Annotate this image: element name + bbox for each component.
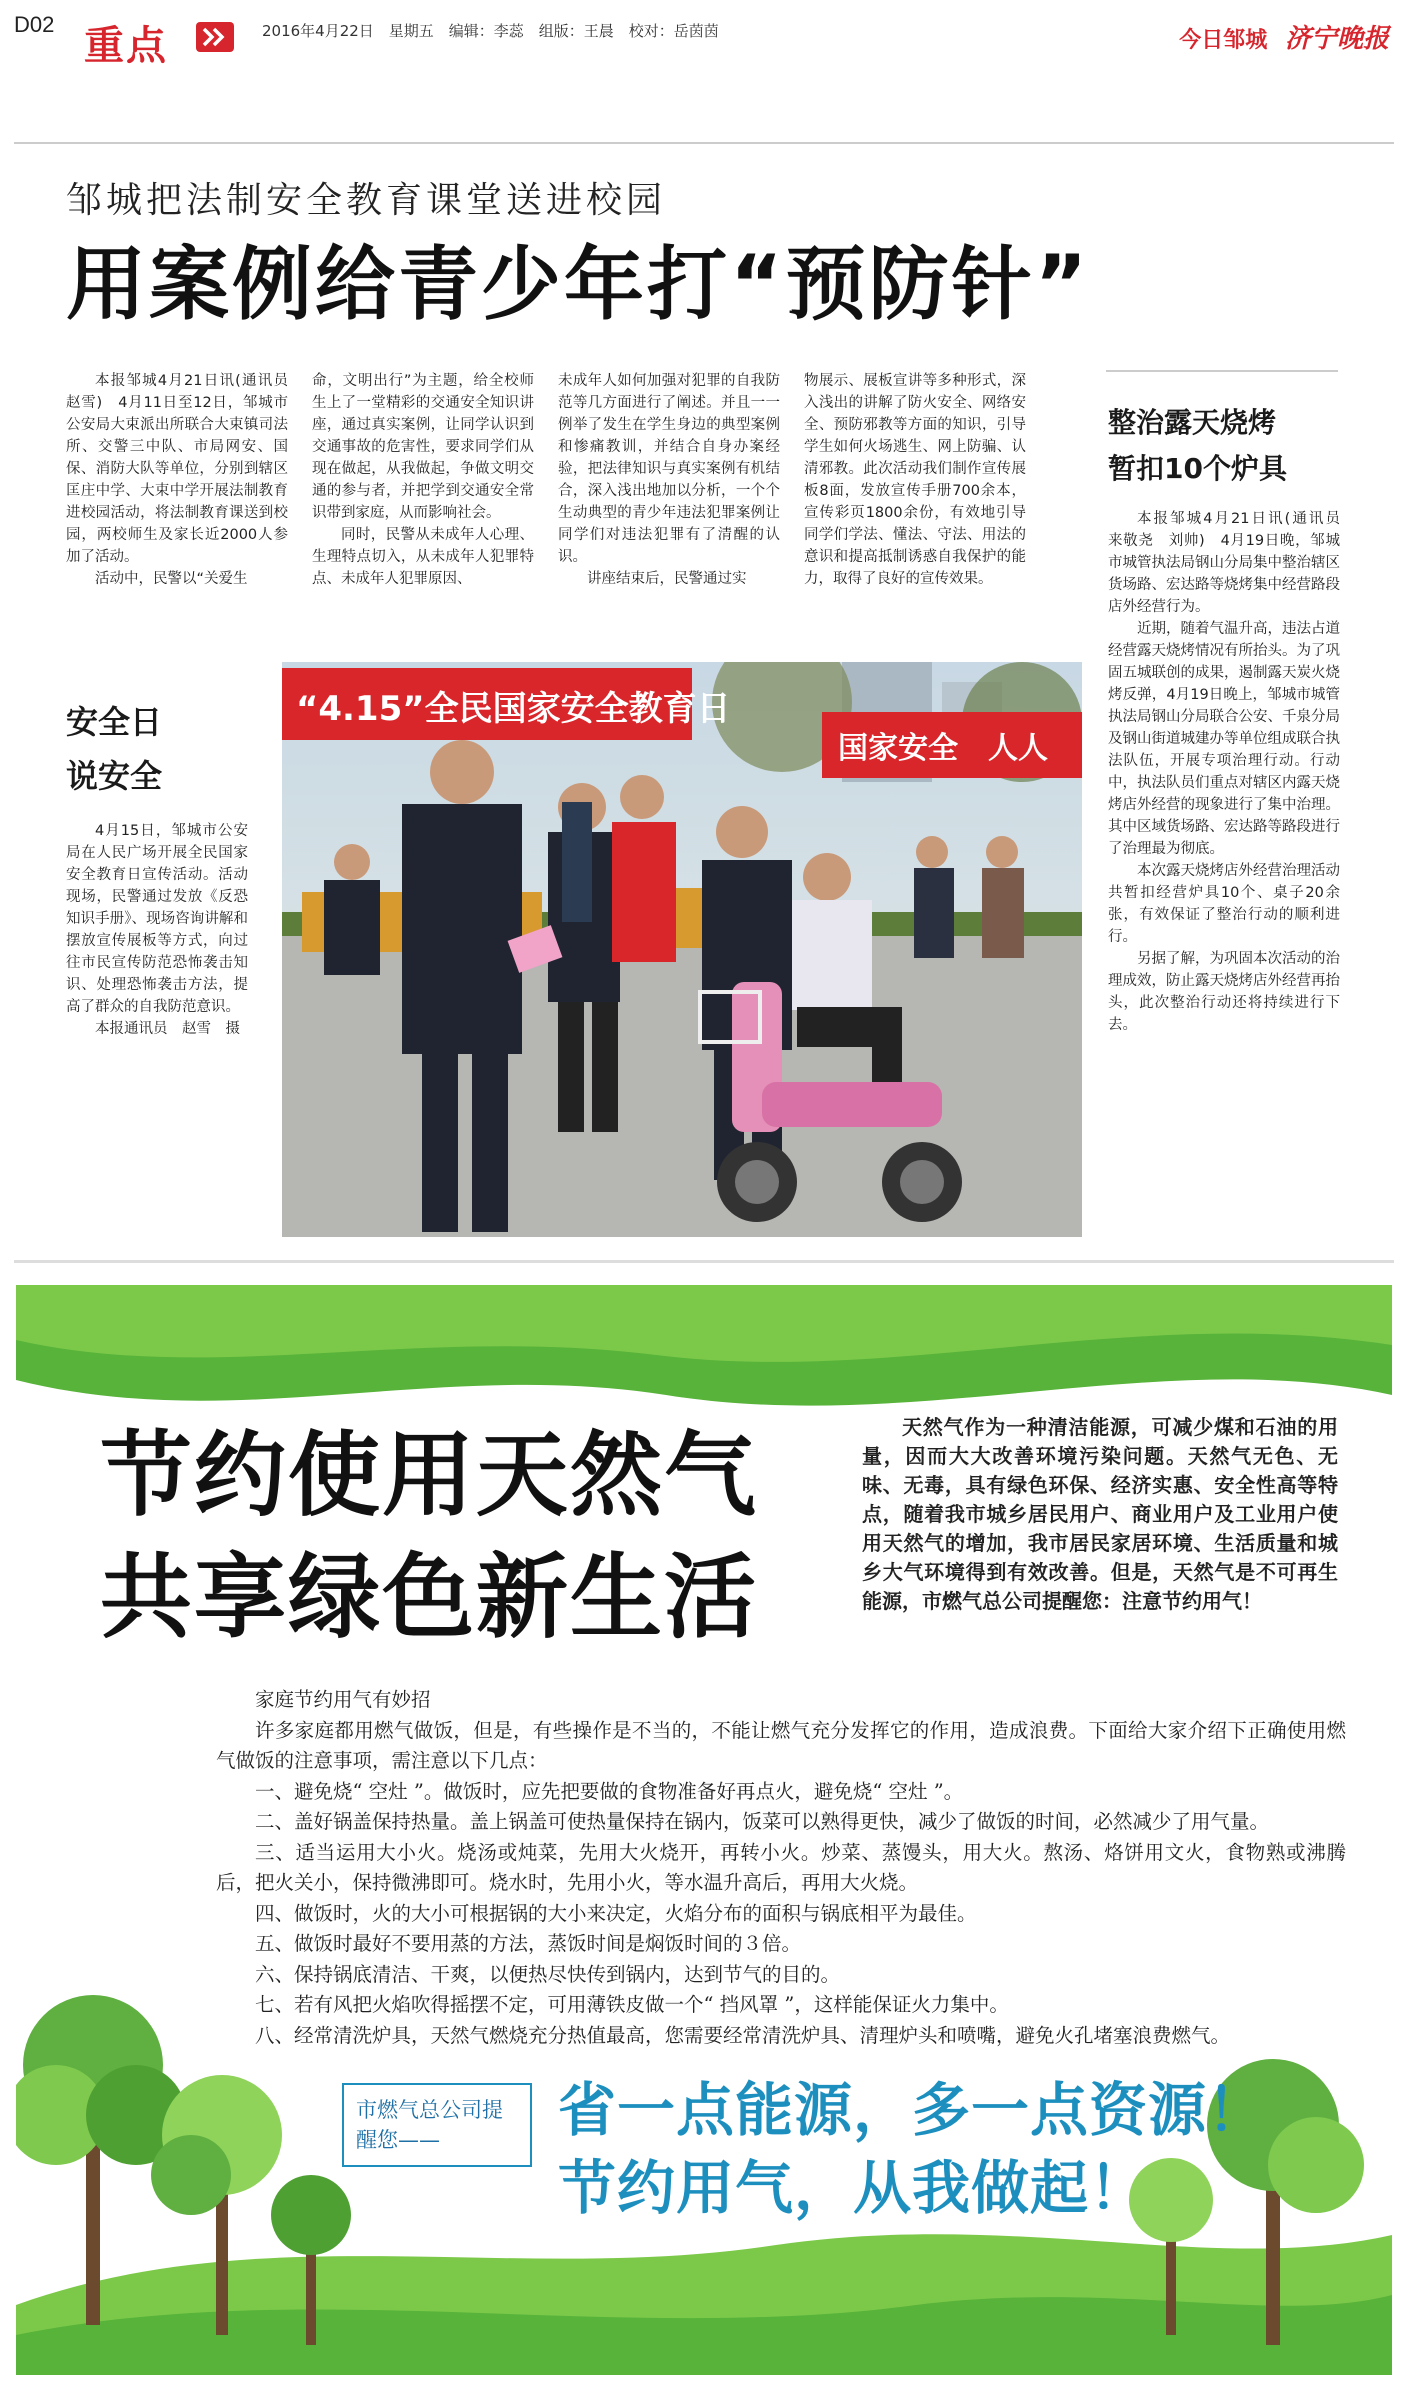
mid-divider bbox=[14, 1260, 1394, 1263]
article-subhead: 邹城把法制安全教育课堂送进校园 bbox=[66, 180, 667, 221]
ad-slogan bbox=[558, 2071, 1266, 2227]
photo-banner-right bbox=[822, 712, 1082, 778]
article-paragraph: 物展示、展板宣讲等多种形式，深入浅出的讲解了防火安全、网络安全、预防邪教等方面的知识，引导学生如何火场逃生、网上防骗、认清邪教。此次活动我们制作宣传展板8面，发放宣传手册700余本，宣传彩页1800余份，有效地引导同学们学法、懂法、守法、用法的意识和提高抵制诱惑自我保护的能力，取得了良好的宣传效果。 bbox=[804, 373, 1026, 587]
tip-item: 三、适当运用大小火。烧汤或炖菜，先用大火烧开，再转小火。炒菜、蒸馒头，用大火。熬汤、烙饼用文火，食物熟或沸腾后，把火关小，保持微沸即可。烧水时，先用小火，等水温升高后，再用大火烧。 bbox=[216, 1840, 1346, 1894]
article-paragraph: 本报邹城4月21日讯(通讯员 赵雪) 4月11日至12日，邹城市公安局大束派出所联合大束镇司法所、交警三中队、市局网安、国保、消防大队等单位，分别到辖区匡庄中学、大束中学开展法制教育进校园活动，将法制教育课送到校园，两校师生及家长近2000人参加了活动。 bbox=[66, 373, 303, 565]
photo-banner-left bbox=[282, 668, 731, 740]
gas-saving-ad bbox=[16, 1285, 1392, 2375]
article-paragraph: 未成年人如何加强对犯罪的自我防范等几方面进行了阐述。并且一一例举了发生在学生身边的典型案例和惨痛教训，并结合自身办案经验，把法律知识与真实案例有机结合，深入浅出地加以分析，一个个生动典型的青少年违法犯罪案例让同学们对违法犯罪有了清醒的认识。 bbox=[558, 373, 780, 565]
ad-title-line: 节约使用天然气 bbox=[100, 1422, 759, 1529]
brief-title-line: 安全日 bbox=[66, 703, 163, 741]
side-title-line: 暂扣10个炉具 bbox=[1108, 452, 1287, 485]
tips-heading: 家庭节约用气有妙招 bbox=[255, 1688, 431, 1711]
side-paragraph: 本次露天烧烤店外经营治理活动共暂扣经营炉具10个、桌子20余张，有效保证了整治行动的顺利进行。 bbox=[1108, 863, 1340, 945]
brief-title bbox=[66, 695, 162, 803]
article-paragraph: 活动中，民警以“关爱生 bbox=[95, 571, 248, 587]
ad-title-line: 共享绿色新生活 bbox=[100, 1544, 759, 1651]
gas-tips bbox=[216, 1685, 1346, 2051]
brief-body bbox=[66, 820, 248, 1040]
section-title: 重点 bbox=[84, 23, 168, 69]
tip-item: 七、若有风把火焰吹得摇摆不定，可用薄铁皮做一个“ 挡风罩 ”，这样能保证火力集中。 bbox=[255, 1993, 1009, 2016]
ad-title bbox=[100, 1415, 758, 1659]
top-divider bbox=[14, 142, 1394, 144]
side-paragraph: 近期，随着气温升高，违法占道经营露天烧烤情况有所抬头。为了巩固五城联创的成果，遏制露天炭火烧烤反弹，4月19日晚上，邹城市城管执法局钢山分局联合公安、千泉分局及钢山街道城建办等单位组成联合执法队伍，开展专项治理行动。行动中，执法队员们重点对辖区内露天烧烤店外经营的现象进行了集中治理。其中区域货场路、宏达路等路段进行了治理最为彻底。 bbox=[1108, 621, 1340, 857]
tip-item: 八、经常清洗炉具，天然气燃烧充分热值最高，您需要经常清洗炉具、清理炉头和喷嘴，避免火孔堵塞浪费燃气。 bbox=[255, 2023, 1231, 2047]
tip-item: 五、做饭时最好不要用蒸的方法，蒸饭时间是焖饭时间的３倍。 bbox=[255, 1932, 802, 1955]
article-column-4 bbox=[804, 370, 1026, 590]
tip-item: 二、盖好锅盖保持热量。盖上锅盖可使热量保持在锅内，饭菜可以熟得更快，减少了做饭的时间，必然减少了用气量。 bbox=[255, 1810, 1270, 1833]
section-arrows-icon bbox=[196, 22, 234, 52]
news-photo bbox=[282, 662, 1082, 1237]
masthead bbox=[1179, 18, 1389, 55]
slogan-line: 省一点能源，多一点资源！ bbox=[558, 2076, 1267, 2144]
photo-credit: 本报通讯员 赵雪 摄 bbox=[95, 1021, 240, 1037]
tip-item: 许多家庭都用燃气做饭，但是，有些操作是不当的，不能让燃气充分发挥它的作用，造成浪费。下面给大家介绍下正确使用燃气做饭的注意事项，需注意以下几点： bbox=[216, 1718, 1346, 1772]
masthead-brand: 济宁晚报 bbox=[1284, 24, 1389, 54]
side-paragraph: 本报邹城4月21日讯(通讯员 来敬尧 刘帅) 4月19日晚，邹城市城管执法局钢山分局集中整治辖区货场路、宏达路等烧烤集中经营路段店外经营行为。 bbox=[1108, 511, 1355, 615]
side-article-body bbox=[1108, 508, 1355, 1036]
tip-item: 一、避免烧“ 空灶 ”。做饭时，应先把要做的食物准备好再点火，避免烧“ 空灶 ”。 bbox=[255, 1779, 964, 1803]
page-number: D02 bbox=[14, 12, 55, 37]
ad-intro-text: 天然气作为一种清洁能源，可减少煤和石油的用量，因而大大改善环境污染问题。天然气无色、无味、无毒，具有绿色环保、经济实惠、安全性高等特点，随着我市城乡居民用户、商业用户及工业用户使用天然气的增加，我市居民家居环境、生活质量和城乡大气环境得到有效改善。但是，天然气是不可再生能源，市燃气总公司提醒您：注意节约用气！ bbox=[862, 1415, 1338, 1613]
tip-item: 四、做饭时，火的大小可根据锅的大小来决定，火焰分布的面积与锅底相平为最佳。 bbox=[255, 1901, 977, 1925]
side-divider bbox=[1106, 370, 1338, 372]
tip-item: 六、保持锅底清洁、干爽，以便热尽快传到锅内，达到节气的目的。 bbox=[255, 1962, 841, 1986]
brief-paragraph: 4月15日，邹城市公安局在人民广场开展全民国家安全教育日宣传活动。活动现场，民警通过发放《反恐知识手册》、现场咨询讲解和摆放宣传展板等方式，向过往市民宣传防范恐怖袭击知识、处理恐怖袭击方法，提高了群众的自我防范意识。 bbox=[66, 823, 248, 1015]
side-paragraph: 另据了解，为巩固本次活动的治理成效，防止露天烧烤店外经营再抬头，此次整治行动还将持续进行下去。 bbox=[1108, 951, 1340, 1033]
article-paragraph: 讲座结束后，民警通过实 bbox=[587, 571, 747, 587]
article-column-2 bbox=[312, 370, 534, 590]
article-paragraph: 命，文明出行”为主题，给全校师生上了一堂精彩的交通安全知识讲座，通过真实案例，让同学认识到交通事故的危害性，要求同学们从现在做起，从我做起，争做文明交通的参与者，并把学到交通安全常识带到家庭，从而影响社会。 bbox=[312, 373, 534, 521]
slogan-line: 节约用气，从我做起！ bbox=[558, 2154, 1149, 2222]
masthead-column: 今日邹城 bbox=[1179, 28, 1268, 53]
article-column-3 bbox=[558, 370, 780, 590]
side-article-title bbox=[1108, 400, 1358, 492]
article-paragraph: 同时，民警从未成年人心理、生理特点切入，从未成年人犯罪特点、未成年人犯罪原因、 bbox=[312, 527, 534, 587]
issue-meta: 2016年4月22日 星期五 编辑：李蕊 组版：王晨 校对：岳茵茵 bbox=[262, 22, 719, 40]
article-headline: 用案例给青少年打“预防针” bbox=[66, 238, 1091, 331]
reminder-box: 市燃气总公司提醒您—— bbox=[342, 2083, 532, 2167]
side-title-line: 整治露天烧烤 bbox=[1108, 406, 1277, 439]
ad-intro bbox=[862, 1413, 1338, 1616]
article-column-1 bbox=[66, 370, 303, 590]
banner-left-text: “4.15”全民国家安全教育日 bbox=[296, 689, 731, 729]
banner-right-text: 国家安全 人人 bbox=[838, 731, 1048, 766]
brief-title-line: 说安全 bbox=[66, 757, 163, 795]
